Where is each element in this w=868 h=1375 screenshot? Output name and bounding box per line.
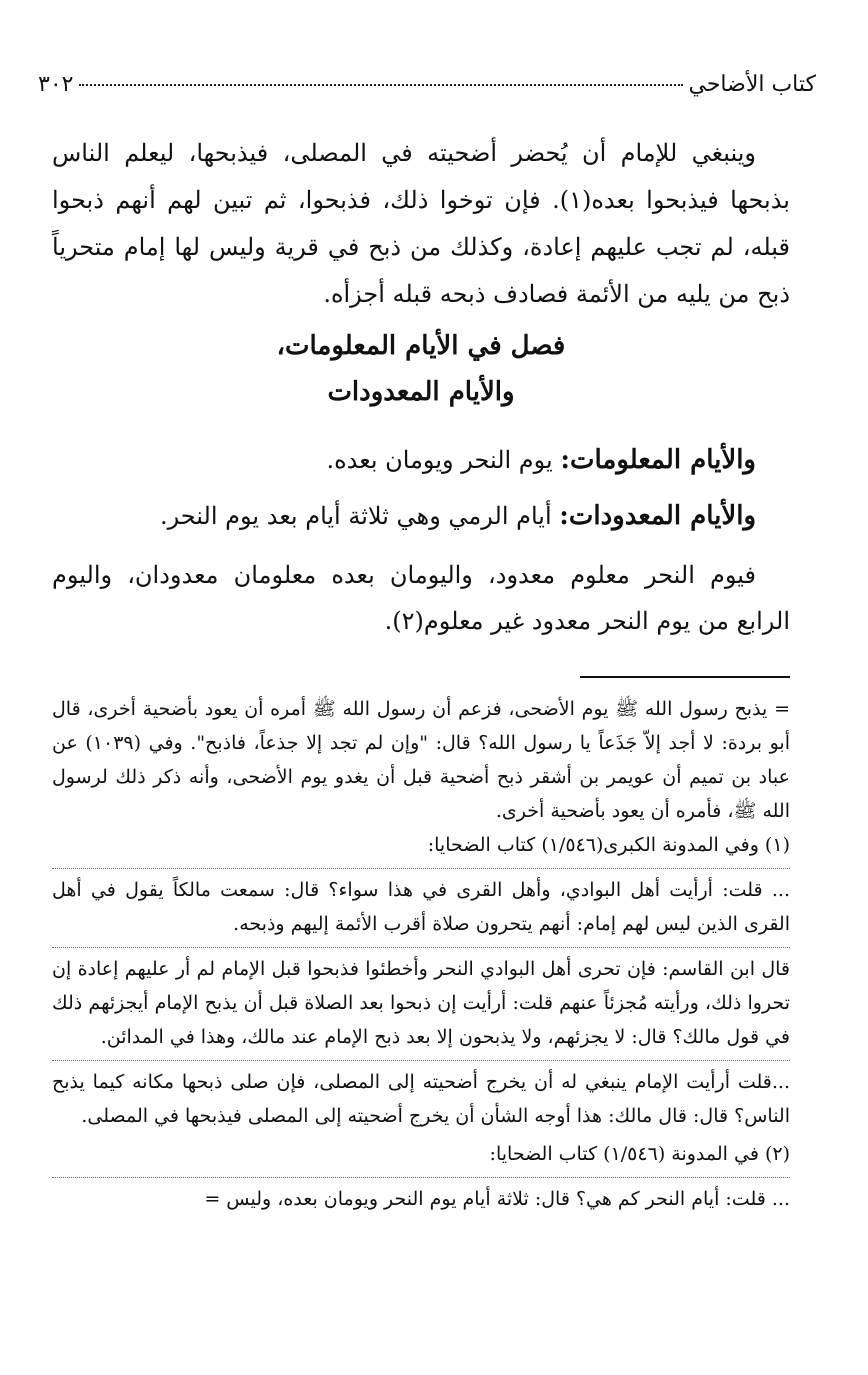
section-heading-line-2: والأيام المعدودات <box>327 377 515 407</box>
definitions-block <box>52 432 790 544</box>
section-heading <box>52 323 790 415</box>
footnote-1-quote: ... قلت: أرأيت أهل البوادي، وأهل القرى في هذا سواء؟ قال: سمعت مالكاً يقول في أهل القرى الذين ليس لهم إمام: أنهم يتحرون صلاة أقرب الأئمة إليهم وذبحه. <box>52 879 790 935</box>
closing-paragraph-block <box>52 552 790 644</box>
running-header <box>38 72 816 97</box>
definition-item <box>52 488 790 544</box>
footnote-1-title: (١) وفي المدونة الكبرى(١/٥٤٦) كتاب الضحايا: <box>427 834 790 856</box>
main-paragraph: وينبغي للإمام أن يُحضر أضحيته في المصلى، فيذبحها، ليعلم الناس بذبحها فيذبحوا بعده(١). فإن توخوا ذلك، فذبحوا، ثم تبين لهم أنهم ذبحوا قبله، لم تجب عليهم إعادة، وكذلك من ذبح في قرية وليس لها إمام متحرياً ذبح من يليه من الأئمة فصادف ذبحه قبله أجزأه. <box>52 139 790 308</box>
header-dot-leader <box>79 84 682 86</box>
quote-divider <box>52 947 790 948</box>
footnote-1-quote: ...قلت أرأيت الإمام ينبغي له أن يخرج أضحيته إلى المصلى، فإن صلى ذبحها مكانه كيما يذبح الناس؟ قال: قال مالك: هذا أوجه الشأن أن يخرج أضحيته إلى المصلى فيذبحها في المصلى. <box>52 1071 790 1127</box>
definition-text: أيام الرمي وهي ثلاثة أيام بعد يوم النحر. <box>159 502 552 530</box>
header-title: كتاب الأضاحي <box>688 72 816 97</box>
definition-text: يوم النحر ويومان بعده. <box>326 446 553 474</box>
definition-item <box>52 432 790 488</box>
quote-divider <box>52 868 790 869</box>
definition-term: والأيام المعدودات: <box>559 501 756 531</box>
footnote-1-quote: قال ابن القاسم: فإن تحرى أهل البوادي النحر وأخطئوا فذبحوا قبل الإمام لم أر عليهم إعادة إن تحروا ذلك، ورأيته مُجزئاً عنهم قلت: أرأيت إن ذبحوا بعد الصلاة قبل أن يذبح الإمام أيجزئهم ذلك في قول مالك؟ قال: لا يجزئهم، ولا يذبحون إلا بعد ذبح الإمام عند مالك، وهذا في المدائن. <box>52 958 790 1048</box>
definition-term: والأيام المعلومات: <box>560 445 756 475</box>
quote-divider <box>52 1060 790 1061</box>
closing-paragraph: فيوم النحر معلوم معدود، واليومان بعده معلومان معدودان، واليوم الرابع من يوم النحر معدود غير معلوم(٢). <box>52 561 790 635</box>
footnote-continuation: = يذبح رسول الله ﷺ يوم الأضحى، فزعم أن رسول الله ﷺ أمره أن يعود بأضحية أخرى، قال أبو بردة: لا أجد إلاّ جَذَعاً يا رسول الله؟ قال: "وإن لم تجد إلا جذعاً، فاذبح". وفي (١٠٣٩) عن عباد بن تميم أن عويمر بن أشقر ذبح أضحية قبل أن يغدو يوم الأضحى، وأنه ذكر ذلك لرسول الله ﷺ، فأمره أن يعود بأضحية أخرى. <box>52 698 790 822</box>
main-paragraph-block <box>52 130 790 318</box>
footnote-separator <box>580 676 790 678</box>
page-number: ٣٠٢ <box>38 72 74 97</box>
footnote-2-title: (٢) في المدونة (١/٥٤٦) كتاب الضحايا: <box>489 1143 790 1165</box>
section-heading-line-1: فصل في الأيام المعلومات، <box>276 331 566 361</box>
quote-divider <box>52 1177 790 1178</box>
footnotes <box>52 692 790 1220</box>
footnote-2-quote: ... قلت: أيام النحر كم هي؟ قال: ثلاثة أيام يوم النحر ويومان بعده، وليس = <box>204 1188 790 1210</box>
